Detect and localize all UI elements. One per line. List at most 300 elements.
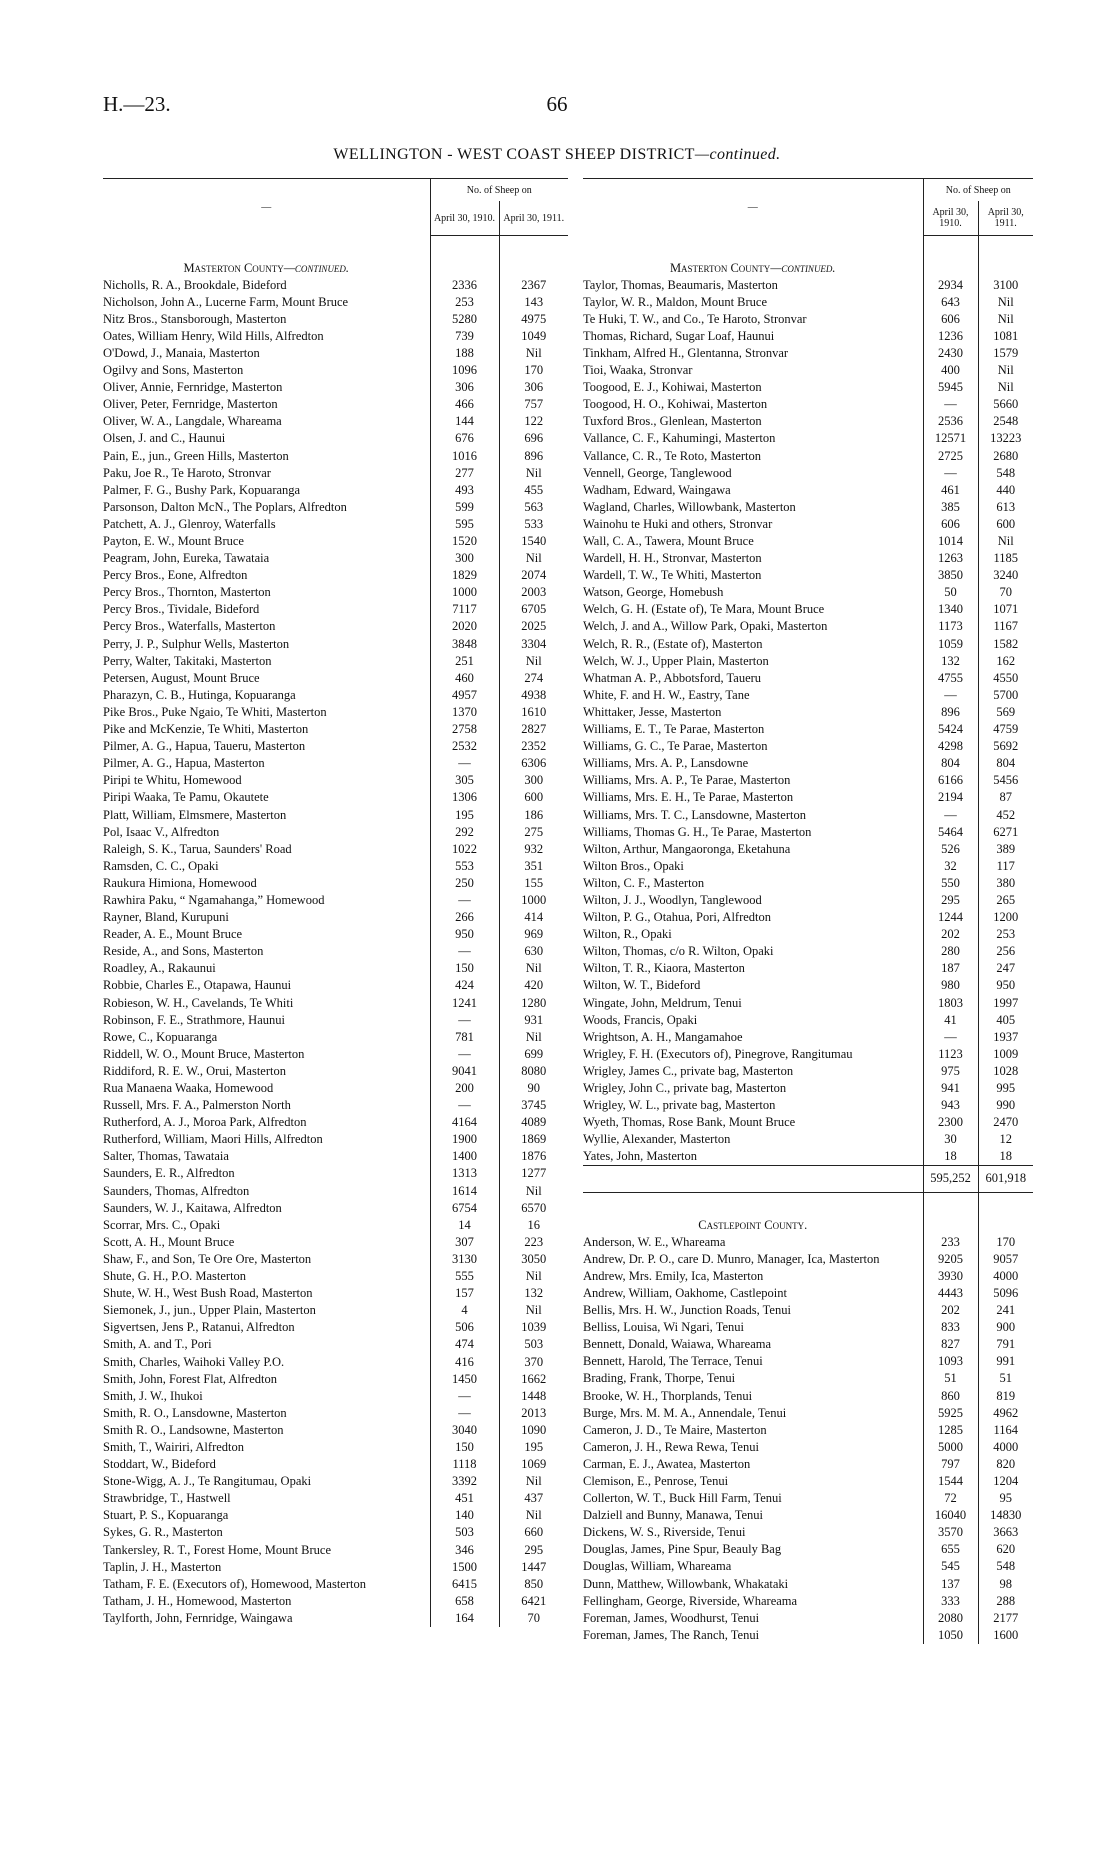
owner-name: Watson, George, Homebush xyxy=(583,585,724,600)
col-1910-header: April 30, 1910. xyxy=(430,201,499,236)
owner-name: Nicholson, John A., Lucerne Farm, Mount Bruce xyxy=(103,294,349,309)
sheep-1911: 2367 xyxy=(499,277,568,294)
sheep-1911: 1579 xyxy=(978,345,1033,362)
sheep-1910: 51 xyxy=(923,1370,978,1387)
owner-name: Vallance, C. F., Kahumingi, Masterton xyxy=(583,431,776,446)
owner-name: Anderson, W. E., Whareama xyxy=(583,1234,726,1249)
sheep-1910: 1118 xyxy=(430,1456,499,1473)
table-row xyxy=(103,379,568,396)
table-row xyxy=(103,1542,568,1559)
owner-name: Williams, Mrs. E. H., Te Parae, Masterton xyxy=(583,790,794,805)
owner-name: Riddiford, R. E. W., Orui, Masterton xyxy=(103,1063,286,1078)
sheep-1910: — xyxy=(923,465,978,482)
sheep-1911: 6306 xyxy=(499,755,568,772)
sheep-1911: Nil xyxy=(978,311,1033,328)
sheep-1910: 1500 xyxy=(430,1559,499,1576)
sheep-1911: 1540 xyxy=(499,533,568,550)
table-row xyxy=(103,362,568,379)
owner-name: Wagland, Charles, Willowbank, Masterton xyxy=(583,499,796,514)
sheep-1911: 1997 xyxy=(978,995,1033,1012)
owner-name: White, F. and H. W., Eastry, Tane xyxy=(583,687,750,702)
sheep-1910: 140 xyxy=(430,1507,499,1524)
sheep-1910: 1520 xyxy=(430,533,499,550)
sheep-1911: 969 xyxy=(499,926,568,943)
table-row xyxy=(583,960,1033,977)
table-row xyxy=(103,687,568,704)
table-row xyxy=(103,875,568,892)
sheep-1911: 548 xyxy=(978,1558,1033,1575)
table-row xyxy=(103,328,568,345)
sheep-1911: 2827 xyxy=(499,721,568,738)
sheep-1911: 95 xyxy=(978,1490,1033,1507)
sheep-1910: 7117 xyxy=(430,601,499,618)
sheep-1910: 2758 xyxy=(430,721,499,738)
owner-name: Collerton, W. T., Buck Hill Farm, Tenui xyxy=(583,1491,782,1506)
sheep-1911: 2025 xyxy=(499,618,568,635)
section-heading xyxy=(103,254,430,277)
sheep-1911: 1876 xyxy=(499,1148,568,1165)
table-row xyxy=(103,653,568,670)
sheep-1910: 1829 xyxy=(430,567,499,584)
owner-name: Smith, J. W., Ihukoi xyxy=(103,1388,203,1403)
owner-name: Strawbridge, T., Hastwell xyxy=(103,1491,231,1506)
sheep-1911: 2352 xyxy=(499,738,568,755)
table-row xyxy=(103,1319,568,1336)
table-row xyxy=(583,1507,1033,1524)
sheep-1910: 306 xyxy=(430,379,499,396)
sheep-1911: 18 xyxy=(978,1148,1033,1166)
sheep-1910: 804 xyxy=(923,755,978,772)
sheep-1910: 266 xyxy=(430,909,499,926)
table-row xyxy=(103,1371,568,1388)
sheep-1910: 1014 xyxy=(923,533,978,550)
table-row xyxy=(583,1593,1033,1610)
sheep-1911: 295 xyxy=(499,1542,568,1559)
sheep-1911: 155 xyxy=(499,875,568,892)
owner-name: Thomas, Richard, Sugar Loaf, Haunui xyxy=(583,328,775,343)
table-row xyxy=(103,601,568,618)
sheep-1910: 9041 xyxy=(430,1063,499,1080)
owner-name: Salter, Thomas, Tawataia xyxy=(103,1149,229,1164)
table-row xyxy=(583,430,1033,447)
owner-name: Andrew, Mrs. Emily, Ica, Masterton xyxy=(583,1268,764,1283)
table-row xyxy=(103,1490,568,1507)
table-row xyxy=(583,1490,1033,1507)
sheep-1911: 1610 xyxy=(499,704,568,721)
owner-name: Brooke, W. H., Thorplands, Tenui xyxy=(583,1388,753,1403)
owner-name: Tioi, Waaka, Stronvar xyxy=(583,363,693,378)
owner-name: Nitz Bros., Stansborough, Masterton xyxy=(103,311,287,326)
table-row xyxy=(583,653,1033,670)
sheep-1910: 4755 xyxy=(923,670,978,687)
sheep-1911: 1662 xyxy=(499,1371,568,1388)
table-row xyxy=(103,977,568,994)
table-row xyxy=(103,1405,568,1422)
sheep-1911: 405 xyxy=(978,1012,1033,1029)
owner-name: Reader, A. E., Mount Bruce xyxy=(103,927,243,942)
table-row xyxy=(583,772,1033,789)
owner-name: Petersen, August, Mount Bruce xyxy=(103,670,260,685)
sheep-1911: 600 xyxy=(499,789,568,806)
table-row xyxy=(103,1012,568,1029)
sheep-1911: 98 xyxy=(978,1576,1033,1593)
table-row xyxy=(583,448,1033,465)
sheep-1910: 251 xyxy=(430,653,499,670)
page-title xyxy=(0,146,1114,164)
sheep-1911: 3050 xyxy=(499,1251,568,1268)
sheep-1911: 995 xyxy=(978,1080,1033,1097)
owner-name: Olsen, J. and C., Haunui xyxy=(103,431,226,446)
table-row xyxy=(583,1558,1033,1575)
table-row xyxy=(103,1439,568,1456)
table-row xyxy=(583,1422,1033,1439)
table-row xyxy=(103,294,568,311)
owner-name: Brading, Frank, Thorpe, Tenui xyxy=(583,1371,736,1386)
sheep-1911: 265 xyxy=(978,892,1033,909)
table-row xyxy=(583,618,1033,635)
owner-name: Palmer, F. G., Bushy Park, Kopuaranga xyxy=(103,482,301,497)
sheep-1910: 187 xyxy=(923,960,978,977)
sheep-1910: — xyxy=(923,1029,978,1046)
table-row xyxy=(583,601,1033,618)
owner-name: Taylforth, John, Fernridge, Waingawa xyxy=(103,1610,293,1625)
table-row xyxy=(103,772,568,789)
table-row xyxy=(583,567,1033,584)
owner-name: Parsonson, Dalton McN., The Poplars, Alfredton xyxy=(103,499,347,514)
owner-name: Rayner, Bland, Kurupuni xyxy=(103,910,229,925)
sheep-1910: 553 xyxy=(430,858,499,875)
table-row xyxy=(583,584,1033,601)
owner-name: Perry, Walter, Takitaki, Masterton xyxy=(103,653,272,668)
owner-name: Wrightson, A. H., Mangamahoe xyxy=(583,1029,743,1044)
owner-name: Pol, Isaac V., Alfredton xyxy=(103,824,220,839)
owner-name: Carman, E. J., Awatea, Masterton xyxy=(583,1456,751,1471)
sheep-1910: 3570 xyxy=(923,1524,978,1541)
table-row xyxy=(103,926,568,943)
owner-name: Pike and McKenzie, Te Whiti, Masterton xyxy=(103,722,309,737)
sheep-1910: 833 xyxy=(923,1319,978,1336)
sheep-1910: 300 xyxy=(430,550,499,567)
sheep-1911: 757 xyxy=(499,396,568,413)
sheep-1911: 696 xyxy=(499,430,568,447)
sheep-1910: 333 xyxy=(923,1593,978,1610)
total-row xyxy=(583,1166,1033,1192)
table-row xyxy=(103,1388,568,1405)
table-row xyxy=(103,909,568,926)
table-row xyxy=(103,396,568,413)
sheep-1911: 991 xyxy=(978,1353,1033,1370)
sheep-1911: 256 xyxy=(978,943,1033,960)
owner-name: Belliss, Louisa, Wi Ngari, Tenui xyxy=(583,1320,744,1335)
sheep-1910: 400 xyxy=(923,362,978,379)
sheep-1911: 247 xyxy=(978,960,1033,977)
owner-name: Burge, Mrs. M. M. A., Annendale, Tenui xyxy=(583,1405,787,1420)
sheep-1910: 550 xyxy=(923,875,978,892)
sheep-1911: 4089 xyxy=(499,1114,568,1131)
sheep-1910: 1544 xyxy=(923,1473,978,1490)
owner-name: Wrigley, James C., private bag, Masterton xyxy=(583,1063,794,1078)
sheep-1910: 1059 xyxy=(923,636,978,653)
sheep-1911: 1000 xyxy=(499,892,568,909)
sheep-1911: 1071 xyxy=(978,601,1033,618)
section-heading xyxy=(583,254,923,277)
title-main: WELLINGTON - WEST COAST SHEEP DISTRICT xyxy=(333,146,695,163)
owner-name: Percy Bros., Waterfalls, Masterton xyxy=(103,619,276,634)
table-row xyxy=(103,755,568,772)
sheep-1911: 6421 xyxy=(499,1593,568,1610)
owner-name: Wilton Bros., Opaki xyxy=(583,858,684,873)
sheep-1910: 292 xyxy=(430,824,499,841)
sheep-1910: 739 xyxy=(430,328,499,345)
owner-name: Taylor, W. R., Maldon, Mount Bruce xyxy=(583,294,768,309)
sheep-1911: 122 xyxy=(499,413,568,430)
sheep-1910: 943 xyxy=(923,1097,978,1114)
owner-name: Smith, T., Wairiri, Alfredton xyxy=(103,1439,244,1454)
sheep-1910: — xyxy=(430,1046,499,1063)
sheep-1910: 4957 xyxy=(430,687,499,704)
owner-name: Wainohu te Huki and others, Stronvar xyxy=(583,516,773,531)
table-row xyxy=(583,1405,1033,1422)
owner-name: Yates, John, Masterton xyxy=(583,1149,698,1164)
sheep-1910: 1370 xyxy=(430,704,499,721)
owner-name: Scott, A. H., Mount Bruce xyxy=(103,1234,235,1249)
table-row xyxy=(583,892,1033,909)
owner-name: Bellis, Mrs. H. W., Junction Roads, Tenui xyxy=(583,1303,791,1318)
owner-name: Wrigley, F. H. (Executors of), Pinegrove, Rangitumau xyxy=(583,1046,853,1061)
owner-name: Bennett, Donald, Waiawa, Whareama xyxy=(583,1337,772,1352)
owner-name: Ogilvy and Sons, Masterton xyxy=(103,363,244,378)
owner-name: Wadham, Edward, Waingawa xyxy=(583,482,731,497)
sheep-1911: 6271 xyxy=(978,824,1033,841)
sheep-1910: 132 xyxy=(923,653,978,670)
table-row xyxy=(103,1610,568,1627)
owner-name: Roadley, A., Rakaunui xyxy=(103,961,216,976)
table-row xyxy=(103,448,568,465)
table-row xyxy=(583,1029,1033,1046)
sheep-count-header: No. of Sheep on xyxy=(923,179,1033,202)
sheep-1911: 990 xyxy=(978,1097,1033,1114)
sheep-1911: Nil xyxy=(499,1029,568,1046)
owner-name: Tatham, J. H., Homewood, Masterton xyxy=(103,1593,292,1608)
sheep-1911: 791 xyxy=(978,1336,1033,1353)
owner-name: Patchett, A. J., Glenroy, Waterfalls xyxy=(103,516,276,531)
sheep-1911: 186 xyxy=(499,807,568,824)
col-1911-header: April 30, 1911. xyxy=(978,201,1033,236)
sheep-1911: 1582 xyxy=(978,636,1033,653)
table-row xyxy=(103,345,568,362)
owner-name: Wilton, T. R., Kiaora, Masterton xyxy=(583,961,745,976)
owner-name: Tatham, F. E. (Executors of), Homewood, Masterton xyxy=(103,1576,366,1591)
sheep-1911: 503 xyxy=(499,1336,568,1353)
sheep-1910: 16040 xyxy=(923,1507,978,1524)
sheep-1910: 1241 xyxy=(430,995,499,1012)
sheep-1911: 850 xyxy=(499,1576,568,1593)
owner-name: Douglas, James, Pine Spur, Beauly Bag xyxy=(583,1542,782,1557)
sheep-1910: 1803 xyxy=(923,995,978,1012)
owner-name: Sykes, G. R., Masterton xyxy=(103,1525,223,1540)
table-row xyxy=(103,892,568,909)
sheep-1910: 2194 xyxy=(923,789,978,806)
owner-name: Welch, R. R., (Estate of), Masterton xyxy=(583,636,763,651)
sheep-1911: 1090 xyxy=(499,1422,568,1439)
owner-name: Ramsden, C. C., Opaki xyxy=(103,858,219,873)
sheep-1911: Nil xyxy=(499,550,568,567)
table-row xyxy=(103,482,568,499)
sheep-1911: 452 xyxy=(978,807,1033,824)
sheep-1910: 307 xyxy=(430,1234,499,1251)
table-row xyxy=(583,1439,1033,1456)
sheep-1911: 932 xyxy=(499,841,568,858)
table-row xyxy=(103,1131,568,1148)
table-row xyxy=(103,1097,568,1114)
sheep-1910: 1285 xyxy=(923,1422,978,1439)
owner-name: Wilton, C. F., Masterton xyxy=(583,875,705,890)
sheep-1911: 5692 xyxy=(978,738,1033,755)
table-row xyxy=(103,1422,568,1439)
owner-name: Saunders, Thomas, Alfredton xyxy=(103,1183,250,1198)
owner-name: Rua Manaena Waaka, Homewood xyxy=(103,1081,274,1095)
sheep-1911: Nil xyxy=(499,465,568,482)
sheep-1911: Nil xyxy=(499,653,568,670)
owner-name: Tankersley, R. T., Forest Home, Mount Bruce xyxy=(103,1542,332,1557)
sheep-1910: 6166 xyxy=(923,772,978,789)
table-row xyxy=(103,704,568,721)
sheep-1910: 2430 xyxy=(923,345,978,362)
owner-name: Williams, G. C., Te Parae, Masterton xyxy=(583,739,768,754)
table-row xyxy=(583,362,1033,379)
owner-name: Robinson, F. E., Strathmore, Haunui xyxy=(103,1012,285,1027)
table-row xyxy=(583,1627,1033,1644)
sheep-1910: 658 xyxy=(430,1593,499,1610)
sheep-1910: 18 xyxy=(923,1148,978,1166)
sheep-1911: 437 xyxy=(499,1490,568,1507)
owner-name: Nicholls, R. A., Brookdale, Bideford xyxy=(103,277,287,292)
table-row xyxy=(583,482,1033,499)
sheep-1910: 466 xyxy=(430,396,499,413)
table-row xyxy=(103,721,568,738)
sheep-1910: 200 xyxy=(430,1080,499,1097)
table-row xyxy=(103,430,568,447)
sheep-1910: 460 xyxy=(430,670,499,687)
owner-name: Percy Bros., Tividale, Bideford xyxy=(103,602,260,617)
sheep-1911: 306 xyxy=(499,379,568,396)
table-row xyxy=(103,1251,568,1268)
sheep-1911: Nil xyxy=(978,362,1033,379)
sheep-1910: 195 xyxy=(430,807,499,824)
owner-name: Smith R. O., Landsowne, Masterton xyxy=(103,1422,284,1437)
owner-name: Smith, John, Forest Flat, Alfredton xyxy=(103,1371,277,1386)
sheep-1910: 253 xyxy=(430,294,499,311)
table-row xyxy=(103,1593,568,1610)
sheep-1911: 820 xyxy=(978,1456,1033,1473)
owner-name: Riddell, W. O., Mount Bruce, Masterton xyxy=(103,1046,305,1061)
owner-name: Russell, Mrs. F. A., Palmerston North xyxy=(103,1098,291,1113)
sheep-1911: 1164 xyxy=(978,1422,1033,1439)
sheep-1910: 4 xyxy=(430,1302,499,1319)
table-row xyxy=(103,1029,568,1046)
table-row xyxy=(583,533,1033,550)
sheep-1910: 2020 xyxy=(430,618,499,635)
table-row xyxy=(583,875,1033,892)
table-row xyxy=(583,1285,1033,1302)
section-continued: —continued. xyxy=(283,260,350,275)
owner-name: Clemison, E., Penrose, Tenui xyxy=(583,1473,729,1488)
sheep-1911: 569 xyxy=(978,704,1033,721)
sheep-1910: 9205 xyxy=(923,1251,978,1268)
owner-name: Whittaker, Jesse, Masterton xyxy=(583,704,722,719)
owner-name: Peagram, John, Eureka, Tawataia xyxy=(103,551,270,566)
sheep-1910: — xyxy=(430,755,499,772)
sheep-1910: 1123 xyxy=(923,1046,978,1063)
sheep-1911: 1277 xyxy=(499,1165,568,1182)
sheep-1910: 860 xyxy=(923,1388,978,1405)
owner-name: Williams, Mrs. A. P., Lansdowne xyxy=(583,756,749,771)
table-row xyxy=(583,1576,1033,1593)
owner-name: Stuart, P. S., Kopuaranga xyxy=(103,1508,229,1523)
sheep-1911: 70 xyxy=(499,1610,568,1627)
owner-name: Woods, Francis, Opaki xyxy=(583,1012,698,1027)
sheep-1910: 250 xyxy=(430,875,499,892)
sheep-count-header: No. of Sheep on xyxy=(430,179,568,202)
table-row xyxy=(103,567,568,584)
sheep-1910: 503 xyxy=(430,1524,499,1541)
sheep-1911: 819 xyxy=(978,1388,1033,1405)
owner-name: Taylor, Thomas, Beaumaris, Masterton xyxy=(583,277,778,292)
sheep-1910: 896 xyxy=(923,704,978,721)
owner-name: Andrew, William, Oakhome, Castlepoint xyxy=(583,1285,787,1300)
owner-name: Whatman A. P., Abbotsford, Taueru xyxy=(583,670,762,685)
sheep-1910: 797 xyxy=(923,1456,978,1473)
owner-name: Vennell, George, Tanglewood xyxy=(583,465,732,480)
sheep-1911: 414 xyxy=(499,909,568,926)
table-row xyxy=(583,1353,1033,1370)
table-row xyxy=(583,311,1033,328)
table-row xyxy=(583,721,1033,738)
sheep-1910: 424 xyxy=(430,977,499,994)
sheep-1911: 1185 xyxy=(978,550,1033,567)
owner-name: Stoddart, W., Bideford xyxy=(103,1457,216,1472)
owner-name: Saunders, E. R., Alfredton xyxy=(103,1166,235,1181)
table-row xyxy=(583,1012,1033,1029)
owner-name: Wardell, T. W., Te Whiti, Masterton xyxy=(583,568,762,583)
sheep-1911: 1448 xyxy=(499,1388,568,1405)
owner-name: Dunn, Matthew, Willowbank, Whakataki xyxy=(583,1576,789,1591)
sheep-1911: 4000 xyxy=(978,1268,1033,1285)
owner-name: Rutherford, A. J., Moroa Park, Alfredton xyxy=(103,1115,307,1130)
owner-name: Wilton, Arthur, Mangaoronga, Eketahuna xyxy=(583,841,791,856)
sheep-1910: 14 xyxy=(430,1217,499,1234)
sheep-1910: 41 xyxy=(923,1012,978,1029)
table-row xyxy=(583,396,1033,413)
sheep-1910: 202 xyxy=(923,926,978,943)
sheep-1910: 2934 xyxy=(923,277,978,294)
owner-name: Rutherford, William, Maori Hills, Alfredton xyxy=(103,1132,323,1147)
owner-name: Wyllie, Alexander, Masterton xyxy=(583,1132,731,1147)
sheep-1911: 1869 xyxy=(499,1131,568,1148)
table-row xyxy=(583,499,1033,516)
owner-name: Reside, A., and Sons, Masterton xyxy=(103,944,264,959)
owner-name: Vallance, C. R., Te Roto, Masterton xyxy=(583,448,762,463)
title-continued: —continued. xyxy=(694,146,781,163)
sheep-1910: 3850 xyxy=(923,567,978,584)
table-row xyxy=(583,1234,1033,1251)
table-row xyxy=(103,1148,568,1165)
owner-name: Smith, A. and T., Pori xyxy=(103,1337,212,1352)
sheep-1910: 599 xyxy=(430,499,499,516)
sheep-1911: 274 xyxy=(499,670,568,687)
col-1911-header: April 30, 1911. xyxy=(499,201,568,236)
sheep-1911: 896 xyxy=(499,448,568,465)
